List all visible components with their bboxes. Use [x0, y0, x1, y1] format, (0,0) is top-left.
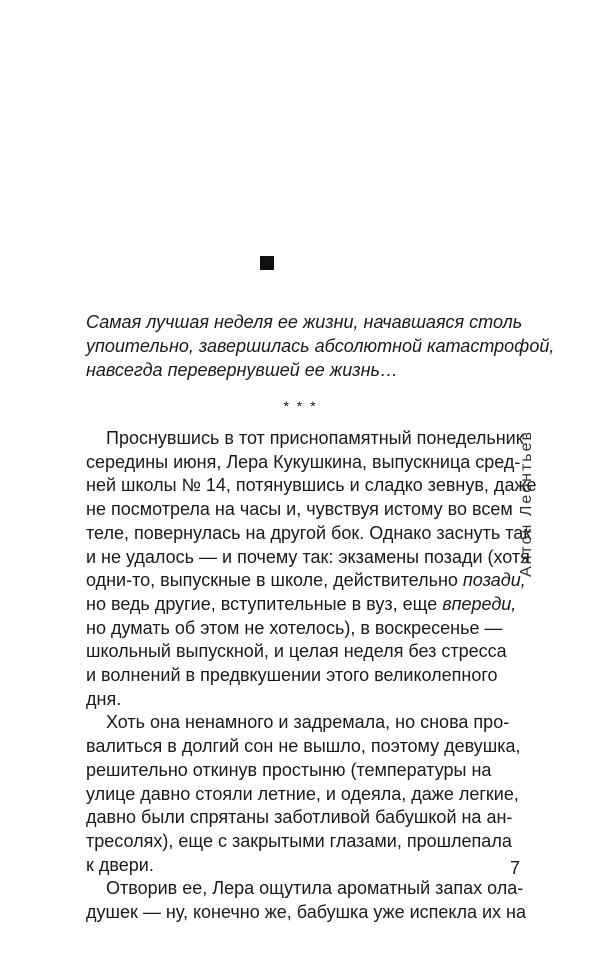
text-line: валиться в долгий сон не вышло, поэтому девушка, [86, 736, 521, 757]
running-head-author: Антон Леонтьев [518, 429, 535, 577]
section-square-mark [260, 256, 274, 270]
epigraph-line: упоительно, завершилась абсолютной катастрофой, [86, 336, 555, 356]
text-line: ней школы № 14, потянувшись и сладко зевнув, даже [86, 475, 537, 496]
text-segment: одни-то, выпускные в школе, действительно [86, 570, 463, 591]
epigraph-line: навсегда перевернувшей ее жизнь… [86, 360, 398, 380]
text-line: душек — ну, конечно же, бабушка уже испекла их на [86, 902, 527, 923]
text-line: не посмотрела на часы и, чувствуя истому во всем [86, 499, 513, 520]
text-line: школьный выпускной, и целая неделя без стресса [86, 641, 507, 662]
emphasis-text: впереди, [442, 593, 517, 614]
epigraph-line: Самая лучшая неделя ее жизни, начавшаяся столь [86, 312, 523, 332]
text-line: середины июня, Лера Кукушкина, выпускница сред- [86, 451, 521, 472]
text-line: но думать об этом не хотелось), в воскресенье — [86, 617, 503, 638]
text-line: и не удалось — и почему так: экзамены позади (хотя [86, 546, 530, 567]
text-line: дня. [86, 688, 122, 709]
emphasis-text: позади, [462, 570, 526, 591]
text-line: Отворив ее, Лера ощутила ароматный запах ола- [106, 878, 524, 899]
text-line [86, 593, 517, 617]
text-segment: но ведь другие, вступительные в вуз, еще [86, 593, 443, 614]
text-line [86, 569, 526, 593]
epigraph [86, 310, 555, 382]
text-line: давно были спрятаны заботливой бабушкой на ан- [86, 807, 513, 828]
text-line: Проснувшись в тот приснопамятный понедельник [106, 428, 524, 448]
text-line: к двери. [86, 854, 154, 875]
section-separator: * * * [283, 398, 318, 414]
text-line: теле, повернулась на другой бок. Однако заснуть так [86, 522, 532, 543]
text-line: и волнений в предвкушении этого великолепного [86, 665, 498, 686]
text-line: улице давно стояли летние, и одеяла, даже легкие, [86, 783, 519, 804]
page-number: 7 [510, 858, 521, 878]
text-line: Хоть она ненамного и задремала, но снова про- [106, 712, 510, 733]
text-line: решительно откинув простыню (температуры на [86, 759, 492, 780]
text-line: тресолях), еще с закрытыми глазами, прошлепала [86, 830, 512, 851]
